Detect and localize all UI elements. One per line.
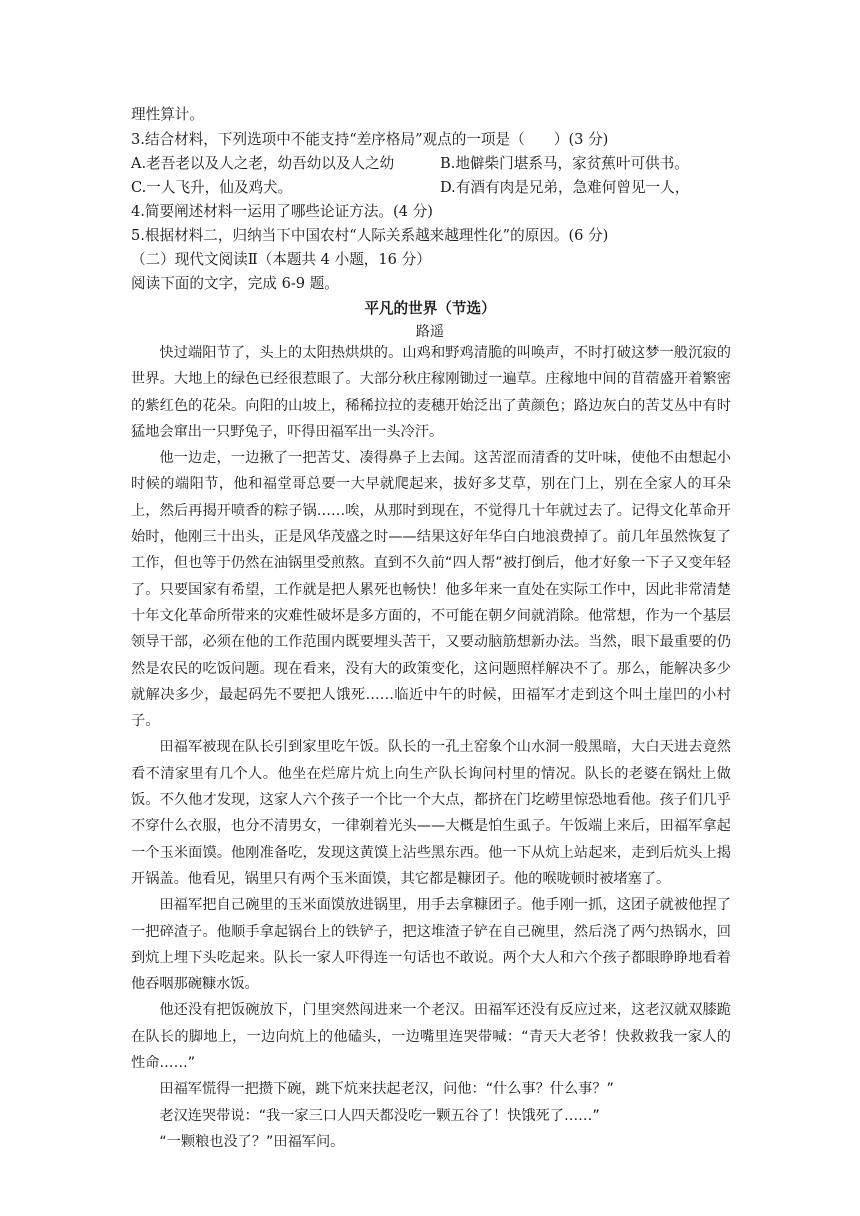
continuation-line: 理性算计。	[131, 106, 204, 123]
paragraph: 快过端阳节了，头上的太阳热烘烘的。山鸡和野鸡清脆的叫唤声，不时打破这梦一般沉寂的世界。大地上的绿色已经很惹眼了。大部分秋庄稼刚锄过一遍草。庄稼地中间的苜蓿盛开着繁密的紫红色的花朵。向阳的山坡上，稀稀拉拉的麦穗开始泛出了黄颜色；路边灰白的苦艾丛中有时猛地会窜出一只野兔子，吓得田福军出一头冷汗。	[131, 345, 731, 440]
paragraph: 他还没有把饭碗放下，门里突然闯进来一个老汉。田福军还没有反应过来，这老汉就双膝跪在队长的脚地上，一边向炕上的他磕头，一边嘴里连哭带喊：“青天大老爷！快救救我一家人的性命……”	[131, 1002, 731, 1072]
option-b: B.地僻柴门堪系马，家贫蕉叶可供书。	[440, 155, 689, 172]
option-a: A.老吾老以及人之老，幼吾幼以及人之幼	[131, 155, 395, 172]
article-author: 路遥	[415, 324, 445, 340]
question-3-stem: 3.结合材料，下列选项中不能支持“差序格局”观点的一项是（ ）(3 分)	[131, 131, 609, 148]
paragraph: “一颗粮也没了？”田福军问。	[159, 1133, 345, 1150]
paragraph: 田福军把自己碗里的玉米面馍放进锅里，用手去拿糠团子。他手刚一抓，这团子就被他捏了一把碎渣子。他顺手拿起锅台上的铁铲子，把这堆渣子铲在自己碗里，然后浇了两勺热锅水，回到炕上埋下头吃起来。队长一家人吓得连一句话也不敢说。两个大人和六个孩子都眼睁睁地看着他吞咽那碗糠水饭。	[131, 897, 731, 993]
paragraph: 他一边走，一边揪了一把苦艾、凑得鼻子上去闻。这苦涩而清香的艾叶味，使他不由想起小时候的端阳节，他和福堂哥总要一大早就爬起来，拔好多艾草，别在门上，别在全家人的耳朵上，然后再揭开喷香的粽子锅……唉，从那时到现在，不觉得几十年就过去了。记得文化革命开始时，他刚三十出头，正是风华茂盛之时——结果这好年华白白地浪费掉了。前几年虽然恢复了工作，但也等于仍然在油锅里受煎熬。直到不久前“四人帮”被打倒后，他才好象一下子又变年轻了。只要国家有希望，工作就是把人累死也畅快！他多年来一直处在实际工作中，因此非常清楚十年文化革命所带来的灾难性破坏是多方面的，不可能在朝夕间就消除。他常想，作为一个基层领导干部，必须在他的工作范围内既要埋头苦干，又要动脑筋想新办法。当然，眼下最重要的仍然是农民的吃饭问题。现在看来，没有大的政策变化，这问题照样解决不了。那么，能解决多少就解决多少，最起码先不要把人饿死……临近中午的时候，田福军才走到这个叫土崖凹的小村子。	[131, 450, 731, 730]
question-5: 5.根据材料二，归纳当下中国农村“人际关系越来越理性化”的原因。(6 分)	[131, 227, 609, 244]
option-c: C.一人飞升，仙及鸡犬。	[131, 179, 293, 196]
paragraph: 田福军被现在队长引到家里吃午饭。队长的一孔土窑象个山水洞一般黑暗，大白天进去竟然看不清家里有几个人。他坐在烂席片炕上向生产队长询问村里的情况。队长的老婆在锅灶上做饭。不久他才发现，这家人六个孩子一个比一个大点，都挤在门圪崂里惊恐地看他。孩子们几乎不穿什么衣服，也分不清男女，一律剃着光头——大概是怕生虱子。午饭端上来后，田福军拿起一个玉米面馍。他刚准备吃，发现这黄馍上沾些黑东西。他一下从炕上站起来，走到后炕头上揭开锅盖。他看见，锅里只有两个玉米面馍，其它都是糠团子。他的喉咙顿时被堵塞了。	[131, 739, 731, 887]
article-title: 平凡的世界（节选）	[364, 300, 496, 317]
option-d: D.有酒有肉是兄弟，急难何曾见一人，	[440, 179, 690, 196]
paragraph: 老汉连哭带说：“我一家三口人四天都没吃一颗五谷了！快饿死了……”	[159, 1107, 600, 1124]
question-4: 4.简要阐述材料一运用了哪些论证方法。(4 分)	[131, 203, 433, 220]
paragraph: 田福军慌得一把攒下碗，跳下炕来扶起老汉，问他：“什么事？什么事？”	[159, 1081, 614, 1098]
section-heading: （二）现代文阅读Ⅱ（本题共 4 小题，16 分）	[131, 251, 431, 268]
reading-instruction: 阅读下面的文字，完成 6-9 题。	[131, 275, 339, 292]
article-body	[131, 340, 731, 1155]
